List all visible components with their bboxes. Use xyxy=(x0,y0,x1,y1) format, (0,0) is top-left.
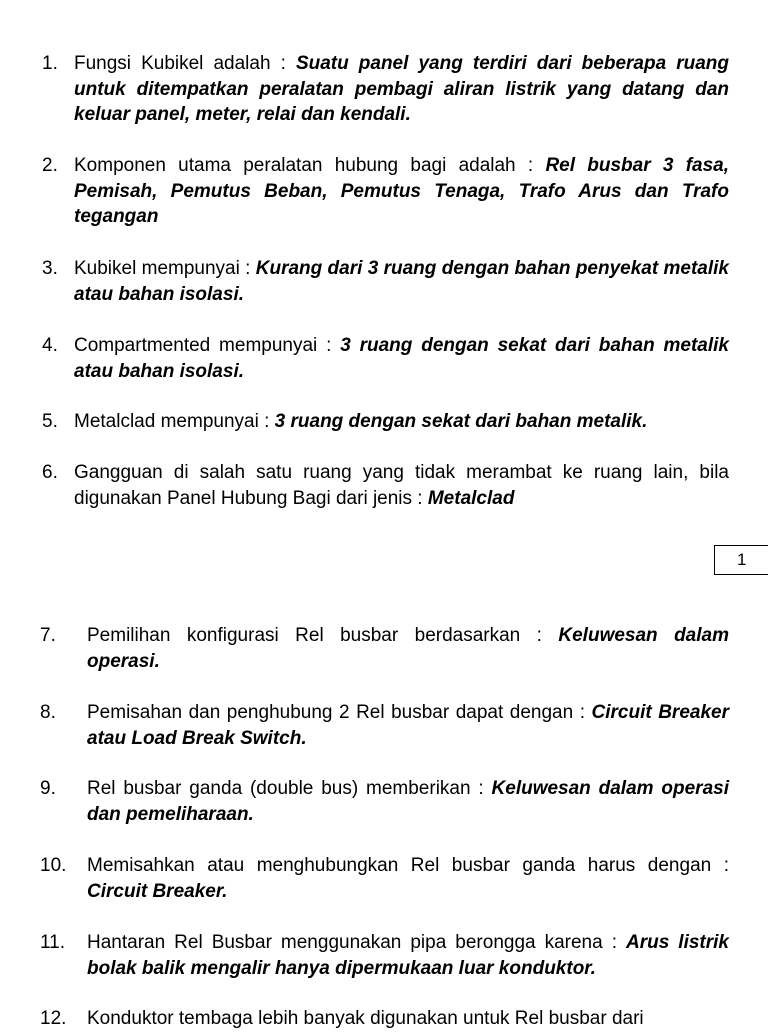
item-question: Konduktor tembaga lebih banyak digunakan untuk Rel busbar dari xyxy=(87,1008,644,1029)
item-answer: Rel busbar 3 fasa, Pemisah, Pemutus Beban, Pemutus Tenaga, Trafo Arus dan Trafo tegangan xyxy=(74,155,730,227)
item-question: Rel busbar ganda (double bus) memberikan : xyxy=(87,778,492,799)
item-number: 12. xyxy=(40,1008,67,1029)
item-answer: Circuit Breaker atau Load Break Switch. xyxy=(87,702,729,749)
item-answer: Metalclad xyxy=(427,487,515,509)
item-answer: Suatu panel yang terdiri dari beberapa ruang untuk ditempatkan peralatan pembagi aliran listrik yang datang dan keluar panel, meter, relai dan kendali. xyxy=(74,53,730,125)
item-question: Metalclad mempunyai : xyxy=(74,411,275,432)
item-number: 1. xyxy=(42,53,58,74)
list-item xyxy=(40,700,729,751)
list-item xyxy=(40,1006,729,1032)
list-item xyxy=(42,333,729,384)
item-number: 6. xyxy=(42,462,58,483)
item-number: 9. xyxy=(40,778,56,799)
item-question: Komponen utama peralatan hubung bagi adalah : xyxy=(74,155,546,176)
item-answer: Arus listrik bolak balik mengalir hanya dipermukaan luar konduktor. xyxy=(87,932,729,979)
list-item xyxy=(40,623,729,674)
list-item xyxy=(42,460,729,511)
item-question: Pemilihan konfigurasi Rel busbar berdasarkan : xyxy=(87,625,559,646)
item-answer: 3 ruang dengan sekat dari bahan metalik. xyxy=(274,411,648,432)
item-number: 3. xyxy=(42,258,58,279)
list-item xyxy=(42,409,729,435)
list-item xyxy=(40,776,729,827)
item-question: Gangguan di salah satu ruang yang tidak merambat ke ruang lain, bila digunakan Panel Hubung Bagi dari jenis : xyxy=(74,462,729,509)
item-question: Compartmented mempunyai : xyxy=(74,335,341,356)
item-answer: 3 ruang dengan sekat dari bahan metalik atau bahan isolasi. xyxy=(74,335,729,382)
item-number: 10. xyxy=(40,855,67,876)
item-number: 11. xyxy=(40,932,66,953)
list-item xyxy=(40,853,729,904)
item-question: Pemisahan dan penghubung 2 Rel busbar dapat dengan : xyxy=(87,702,592,723)
item-number: 4. xyxy=(42,335,58,356)
item-question: Hantaran Rel Busbar menggunakan pipa berongga karena : xyxy=(87,932,626,953)
item-number: 7. xyxy=(40,625,56,646)
item-question: Memisahkan atau menghubungkan Rel busbar ganda harus dengan : xyxy=(87,855,729,876)
item-question: Fungsi Kubikel adalah : xyxy=(74,53,296,74)
item-answer: Kurang dari 3 ruang dengan bahan penyekat metalik atau bahan isolasi. xyxy=(74,258,729,305)
list-item xyxy=(42,256,729,307)
item-number: 2. xyxy=(42,155,58,176)
list-item xyxy=(42,51,729,128)
item-answer: Keluwesan dalam operasi. xyxy=(87,625,729,672)
item-number: 5. xyxy=(42,411,58,432)
item-answer: Keluwesan dalam operasi dan pemeliharaan. xyxy=(87,778,729,825)
list-item xyxy=(42,153,729,230)
item-answer: Circuit Breaker. xyxy=(87,880,228,902)
list-item xyxy=(40,930,729,981)
item-number: 8. xyxy=(40,702,56,723)
item-question: Kubikel mempunyai : xyxy=(74,258,256,279)
page-number: 1 xyxy=(714,545,768,575)
